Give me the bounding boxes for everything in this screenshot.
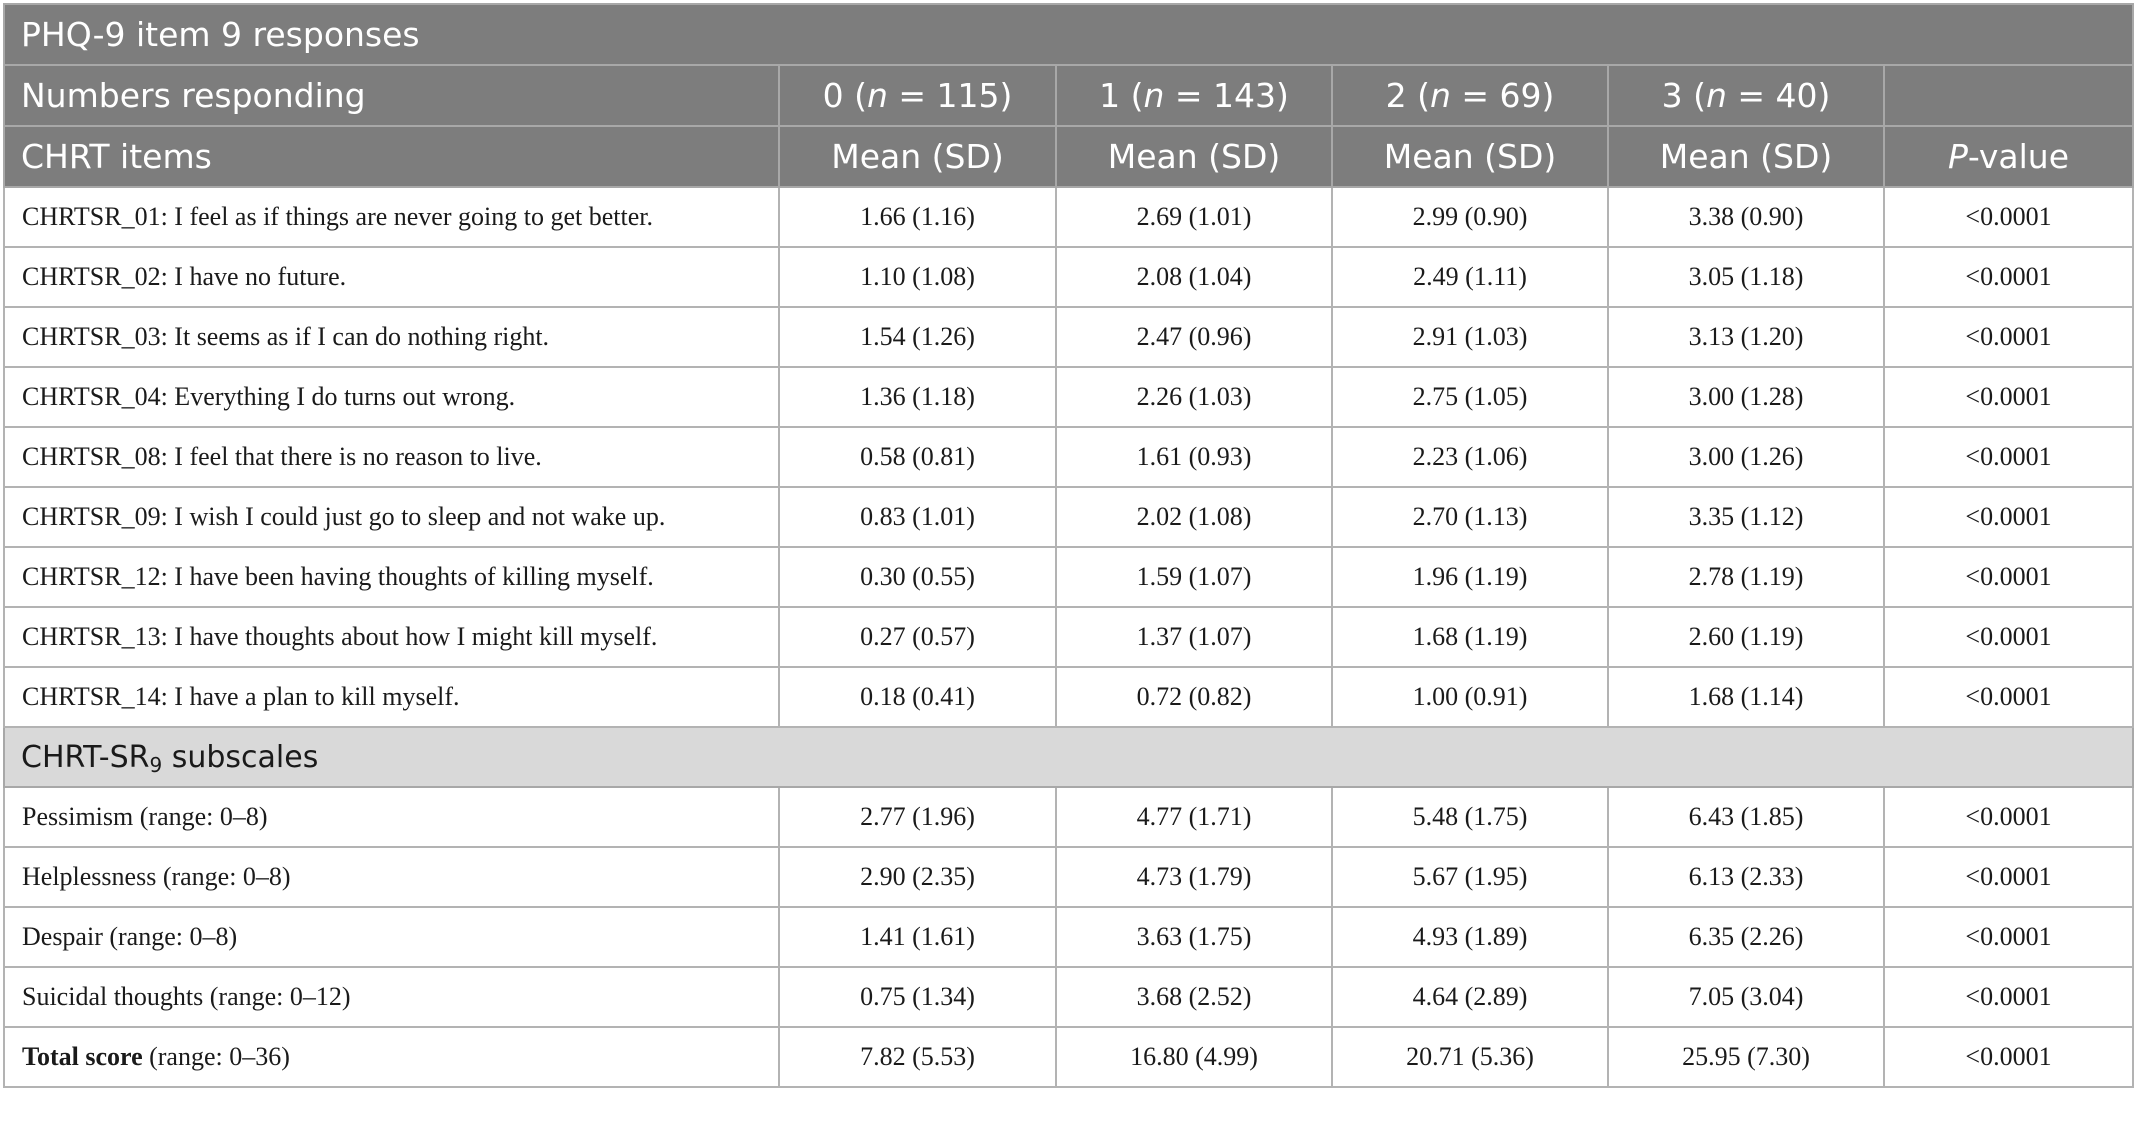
row-label: CHRTSR_14: I have a plan to kill myself. (4, 667, 779, 727)
cell-group-0: 1.54 (1.26) (779, 307, 1056, 367)
cell-group-2: 4.64 (2.89) (1332, 967, 1608, 1027)
cell-p-value: <0.0001 (1884, 487, 2133, 547)
group-header-1: 1 (n = 143) (1056, 65, 1332, 126)
cell-group-0: 0.18 (0.41) (779, 667, 1056, 727)
cell-p-value: <0.0001 (1884, 787, 2133, 847)
cell-group-0: 0.83 (1.01) (779, 487, 1056, 547)
cell-group-1: 2.47 (0.96) (1056, 307, 1332, 367)
cell-group-2: 2.99 (0.90) (1332, 187, 1608, 247)
table-title: PHQ-9 item 9 responses (4, 4, 2133, 65)
cell-group-3: 3.35 (1.12) (1608, 487, 1884, 547)
cell-group-0: 1.36 (1.18) (779, 367, 1056, 427)
cell-group-2: 5.67 (1.95) (1332, 847, 1608, 907)
row-label: CHRTSR_04: Everything I do turns out wrong. (4, 367, 779, 427)
cell-group-2: 1.68 (1.19) (1332, 607, 1608, 667)
cell-group-0: 0.75 (1.34) (779, 967, 1056, 1027)
table-row (4, 427, 2133, 487)
row-label: Total score (range: 0–36) (4, 1027, 779, 1087)
cell-group-3: 6.13 (2.33) (1608, 847, 1884, 907)
row-label: CHRTSR_09: I wish I could just go to sleep and not wake up. (4, 487, 779, 547)
row-label: CHRTSR_02: I have no future. (4, 247, 779, 307)
cell-group-2: 2.91 (1.03) (1332, 307, 1608, 367)
group-header-0: 0 (n = 115) (779, 65, 1056, 126)
cell-p-value: <0.0001 (1884, 967, 2133, 1027)
table-row (4, 367, 2133, 427)
cell-p-value: <0.0001 (1884, 547, 2133, 607)
cell-group-2: 2.75 (1.05) (1332, 367, 1608, 427)
cell-group-1: 3.68 (2.52) (1056, 967, 1332, 1027)
stat-header-1: Mean (SD) (1056, 126, 1332, 187)
stat-header-0: Mean (SD) (779, 126, 1056, 187)
responding-row (4, 65, 2133, 126)
cell-group-0: 0.58 (0.81) (779, 427, 1056, 487)
cell-group-0: 1.10 (1.08) (779, 247, 1056, 307)
cell-group-3: 1.68 (1.14) (1608, 667, 1884, 727)
row-label: CHRTSR_01: I feel as if things are never going to get better. (4, 187, 779, 247)
group-header-3: 3 (n = 40) (1608, 65, 1884, 126)
cell-group-2: 20.71 (5.36) (1332, 1027, 1608, 1087)
cell-group-1: 2.08 (1.04) (1056, 247, 1332, 307)
cell-p-value: <0.0001 (1884, 847, 2133, 907)
cell-group-0: 2.77 (1.96) (779, 787, 1056, 847)
row-label: Suicidal thoughts (range: 0–12) (4, 967, 779, 1027)
row-label: CHRTSR_12: I have been having thoughts of killing myself. (4, 547, 779, 607)
cell-group-3: 2.78 (1.19) (1608, 547, 1884, 607)
cell-group-1: 2.02 (1.08) (1056, 487, 1332, 547)
responding-label: Numbers responding (4, 65, 779, 126)
cell-group-2: 2.49 (1.11) (1332, 247, 1608, 307)
cell-group-3: 3.00 (1.26) (1608, 427, 1884, 487)
chrt-items-header: CHRT items (4, 126, 779, 187)
cell-group-2: 2.70 (1.13) (1332, 487, 1608, 547)
section-header-row (4, 727, 2133, 787)
row-label: Despair (range: 0–8) (4, 907, 779, 967)
cell-group-2: 1.00 (0.91) (1332, 667, 1608, 727)
cell-group-3: 3.05 (1.18) (1608, 247, 1884, 307)
cell-group-0: 1.66 (1.16) (779, 187, 1056, 247)
cell-group-0: 2.90 (2.35) (779, 847, 1056, 907)
cell-p-value: <0.0001 (1884, 247, 2133, 307)
cell-p-value: <0.0001 (1884, 1027, 2133, 1087)
table-title-row (4, 4, 2133, 65)
cell-group-1: 1.37 (1.07) (1056, 607, 1332, 667)
cell-group-2: 5.48 (1.75) (1332, 787, 1608, 847)
cell-p-value: <0.0001 (1884, 427, 2133, 487)
row-label: CHRTSR_13: I have thoughts about how I might kill myself. (4, 607, 779, 667)
table-row (4, 907, 2133, 967)
cell-group-1: 1.59 (1.07) (1056, 547, 1332, 607)
cell-group-1: 2.69 (1.01) (1056, 187, 1332, 247)
table-row (4, 187, 2133, 247)
row-label: Pessimism (range: 0–8) (4, 787, 779, 847)
cell-group-2: 4.93 (1.89) (1332, 907, 1608, 967)
table-row (4, 487, 2133, 547)
cell-group-0: 1.41 (1.61) (779, 907, 1056, 967)
table-row (4, 607, 2133, 667)
cell-group-1: 4.77 (1.71) (1056, 787, 1332, 847)
table-row (4, 847, 2133, 907)
cell-group-3: 3.00 (1.28) (1608, 367, 1884, 427)
cell-p-value: <0.0001 (1884, 187, 2133, 247)
group-header-2: 2 (n = 69) (1332, 65, 1608, 126)
row-label: CHRTSR_08: I feel that there is no reason to live. (4, 427, 779, 487)
cell-group-3: 3.38 (0.90) (1608, 187, 1884, 247)
cell-p-value: <0.0001 (1884, 367, 2133, 427)
p-value-header: P-value (1884, 126, 2133, 187)
cell-p-value: <0.0001 (1884, 907, 2133, 967)
table-row (4, 967, 2133, 1027)
results-table (3, 3, 2134, 1088)
cell-group-1: 0.72 (0.82) (1056, 667, 1332, 727)
cell-group-0: 0.27 (0.57) (779, 607, 1056, 667)
cell-group-1: 3.63 (1.75) (1056, 907, 1332, 967)
cell-p-value: <0.0001 (1884, 607, 2133, 667)
table-row (4, 247, 2133, 307)
cell-group-3: 6.35 (2.26) (1608, 907, 1884, 967)
cell-group-3: 3.13 (1.20) (1608, 307, 1884, 367)
empty-header-cell (1884, 65, 2133, 126)
cell-group-3: 6.43 (1.85) (1608, 787, 1884, 847)
cell-group-0: 0.30 (0.55) (779, 547, 1056, 607)
cell-group-2: 2.23 (1.06) (1332, 427, 1608, 487)
subscales-section-header: CHRT-$SR_9$ subscales (4, 727, 2133, 787)
cell-group-3: 7.05 (3.04) (1608, 967, 1884, 1027)
table-row (4, 307, 2133, 367)
row-label: Helplessness (range: 0–8) (4, 847, 779, 907)
cell-group-0: 7.82 (5.53) (779, 1027, 1056, 1087)
cell-group-1: 16.80 (4.99) (1056, 1027, 1332, 1087)
table-row (4, 547, 2133, 607)
cell-group-3: 2.60 (1.19) (1608, 607, 1884, 667)
stat-header-3: Mean (SD) (1608, 126, 1884, 187)
stat-header-2: Mean (SD) (1332, 126, 1608, 187)
table-row (4, 787, 2133, 847)
cell-p-value: <0.0001 (1884, 667, 2133, 727)
cell-group-1: 2.26 (1.03) (1056, 367, 1332, 427)
row-label: CHRTSR_03: It seems as if I can do nothing right. (4, 307, 779, 367)
cell-group-3: 25.95 (7.30) (1608, 1027, 1884, 1087)
column-header-row (4, 126, 2133, 187)
cell-group-1: 1.61 (0.93) (1056, 427, 1332, 487)
cell-group-1: 4.73 (1.79) (1056, 847, 1332, 907)
cell-group-2: 1.96 (1.19) (1332, 547, 1608, 607)
table-row (4, 667, 2133, 727)
total-score-row (4, 1027, 2133, 1087)
cell-p-value: <0.0001 (1884, 307, 2133, 367)
